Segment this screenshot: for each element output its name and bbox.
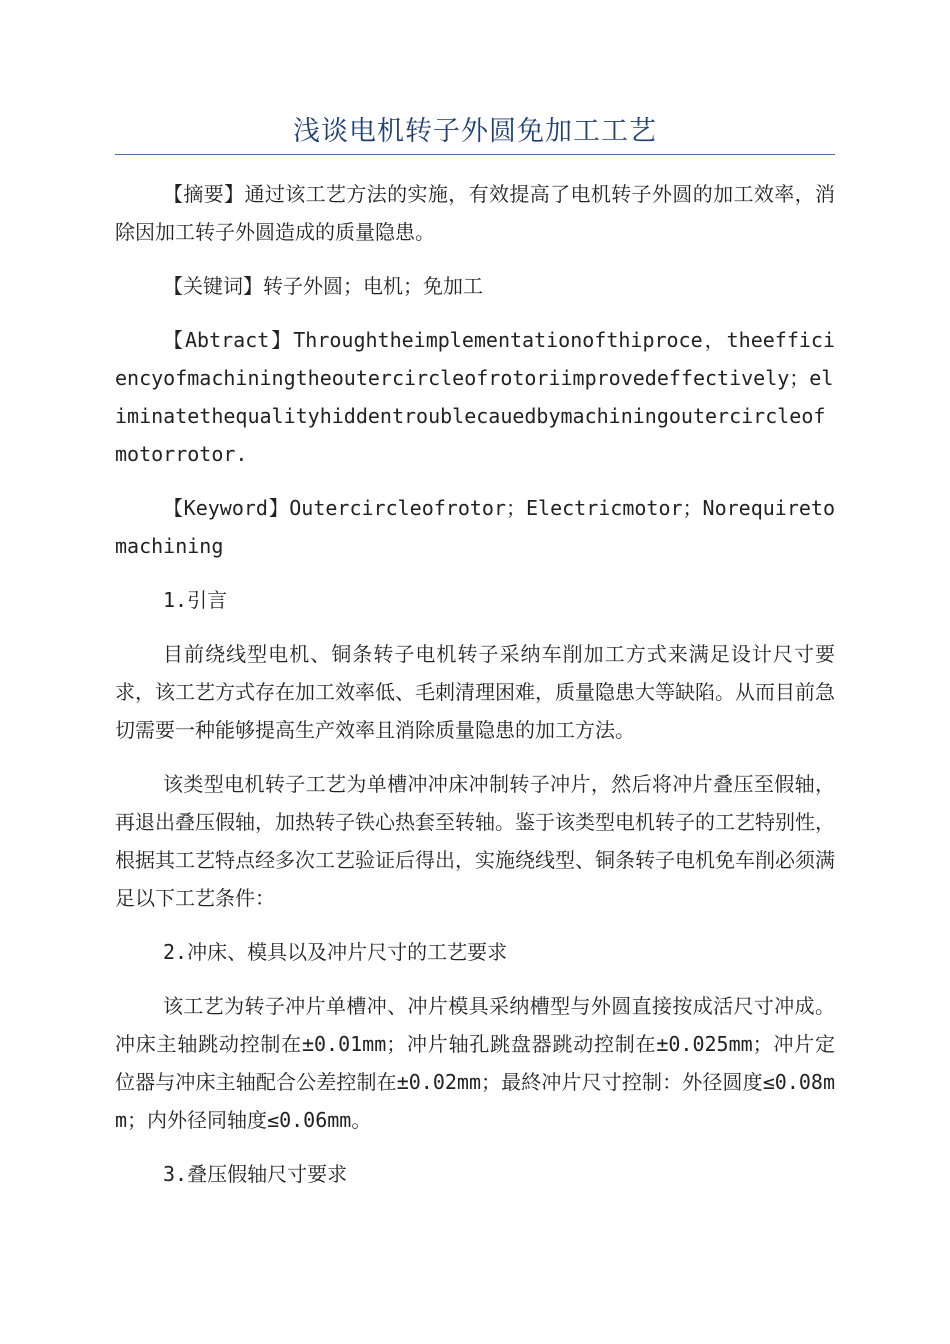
keywords-cn: 【关键词】转子外圆；电机；免加工 — [163, 274, 483, 298]
section-heading-introduction: 1.引言 — [163, 588, 228, 612]
section-heading-arbor-requirements: 3.叠压假轴尺寸要求 — [163, 1162, 348, 1186]
keywords-en: 【Keyword】Outercircleofrotor；Electricmotor；Norequiretomachining — [115, 496, 835, 558]
document-body — [115, 175, 835, 1209]
section-heading-punch-requirements: 2.冲床、模具以及冲片尺寸的工艺要求 — [163, 940, 508, 964]
introduction-paragraph-2: 该类型电机转子工艺为单槽冲冲床冲制转子冲片，然后将冲片叠压至假轴，再退出叠压假轴，加热转子铁心热套至转轴。鉴于该类型电机转子的工艺特别性，根据其工艺特点经多次工艺验证后得出，实施绕线型、铜条转子电机免车削必须满足以下工艺条件： — [115, 772, 835, 910]
introduction-paragraph-1: 目前绕线型电机、铜条转子电机转子采纳车削加工方式来满足设计尺寸要求，该工艺方式存在加工效率低、毛刺清理困难，质量隐患大等缺陷。从而目前急切需要一种能够提高生产效率且消除质量隐患的加工方法。 — [115, 642, 835, 742]
abstract-en: 【Abtract】Throughtheimplementationofthiproce，theefficiencyofmachiningtheoutercircleofrotoriimprovedeffectively；eliminatethequalityhiddentroublecauedbymachiningoutercircleofmotorrotor. — [115, 328, 835, 466]
document-title: 浅谈电机转子外圆免加工工艺 — [293, 116, 657, 147]
abstract-cn: 【摘要】通过该工艺方法的实施，有效提高了电机转子外圆的加工效率，消除因加工转子外圆造成的质量隐患。 — [115, 182, 835, 244]
title-underline — [115, 154, 835, 155]
punch-requirements-paragraph: 该工艺为转子冲片单槽冲、冲片模具采纳槽型与外圆直接按成活尺寸冲成。冲床主轴跳动控制在±0.01mm；冲片轴孔跳盘器跳动控制在±0.025mm；冲片定位器与冲床主轴配合公差控制在±0.02mm；最終冲片尺寸控制：外径圆度≤0.08mm；内外径同轴度≤0.06mm。 — [115, 994, 835, 1132]
